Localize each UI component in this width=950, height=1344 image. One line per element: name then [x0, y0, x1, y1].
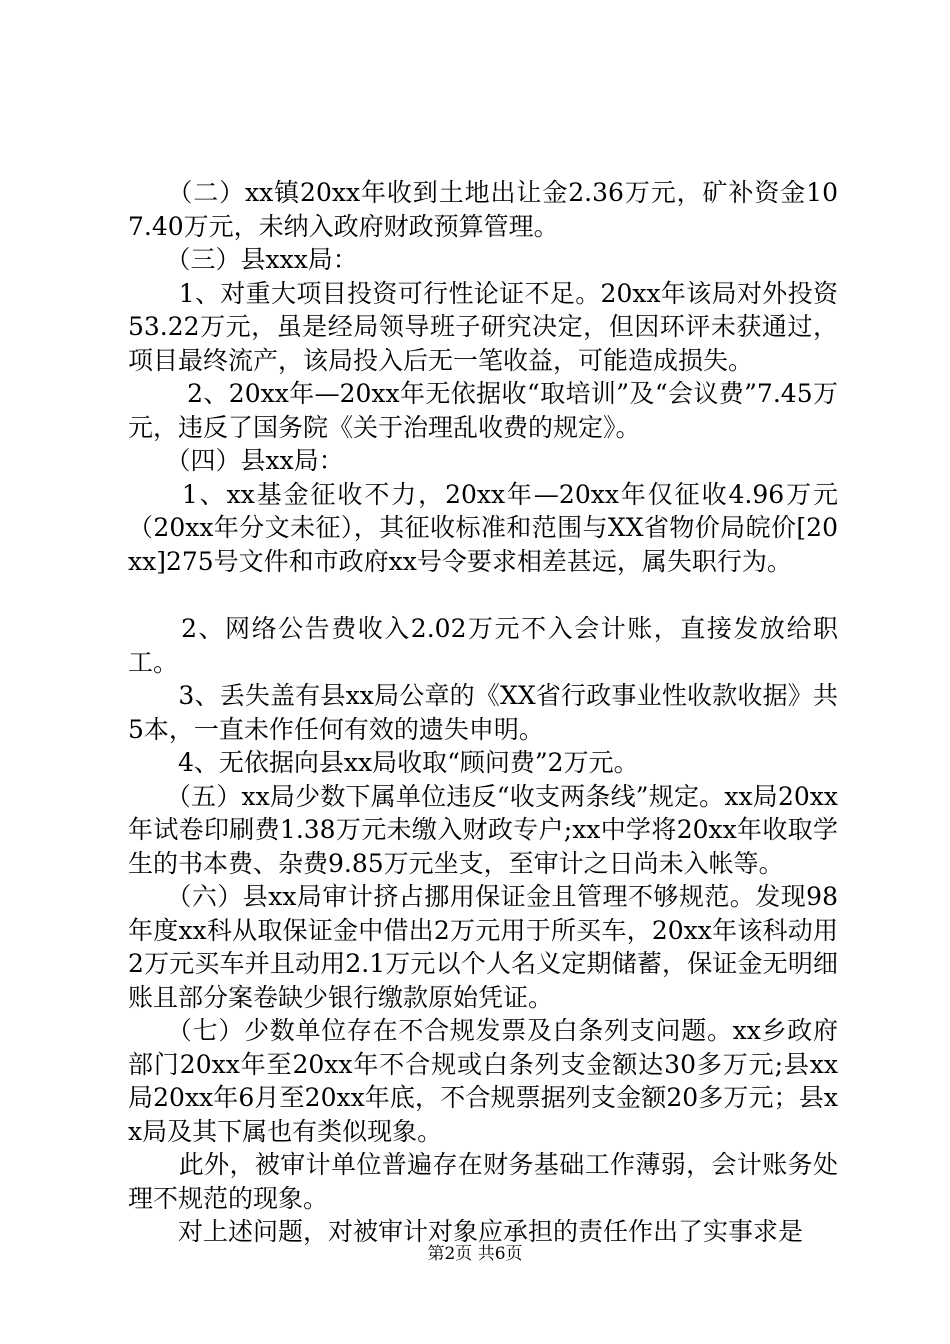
paragraph-4-item-1: 1、xx基金征收不力，20xx年—20xx年仅征收4.96万元（20xx年分文未征），其征收标准和范围与XX省物价局皖价[20xx]275号文件和市政府xx号令要求相差甚远，属失职行为。 — [128, 479, 838, 576]
paragraph-5: （五）xx局少数下属单位违反“收支两条线”规定。xx局20xx年试卷印刷费1.38万元未缴入财政专户;xx中学将20xx年收取学生的书本费、杂费9.85万元坐支，至审计之日尚未入帐等。 — [128, 781, 838, 878]
paragraph-4-item-2: 2、网络公告费收入2.02万元不入会计账，直接发放给职工。 — [128, 614, 838, 677]
page-number-footer: 第2页 共6页 — [427, 1244, 523, 1264]
paragraph-4-heading: （四）县xx局： — [128, 446, 344, 475]
paragraph-2: （二）xx镇20xx年收到土地出让金2.36万元，矿补资金107.40万元，未纳入政府财政预算管理。 — [128, 178, 838, 241]
paragraph-3-heading: （三）县xxx局： — [128, 245, 358, 274]
paragraph-other: 此外，被审计单位普遍存在财务基础工作薄弱，会计账务处理不规范的现象。 — [128, 1150, 838, 1213]
paragraph-6: （六）县xx局审计挤占挪用保证金且管理不够规范。发现98年度xx科从取保证金中借出2万元用于所买车，20xx年该科动用2万元买车并且动用2.1万元以个人名义定期储蓄，保证金无明细账且部分案卷缺少银行缴款原始凭证。 — [128, 882, 838, 1012]
blank-line — [128, 578, 838, 612]
paragraph-4-item-4: 4、无依据向县xx局收取“顾问费”2万元。 — [128, 748, 639, 777]
paragraph-4-item-3: 3、丢失盖有县xx局公章的《XX省行政事业性收款收据》共5本，一直未作任何有效的遗失申明。 — [128, 681, 838, 744]
paragraph-3-item-2: 2、20xx年—20xx年无依据收“取培训”及“会议费”7.45万元，违反了国务院《关于治理乱收费的规定》。 — [128, 379, 838, 442]
paragraph-3-item-1: 1、对重大项目投资可行性论证不足。20xx年该局对外投资53.22万元，虽是经局领导班子研究决定，但因环评未获通过，项目最终流产，该局投入后无一笔收益，可能造成损失。 — [128, 278, 838, 375]
paragraph-7: （七）少数单位存在不合规发票及白条列支问题。xx乡政府部门20xx年至20xx年不合规或白条列支金额达30多万元;县xx局20xx年6月至20xx年底，不合规票据列支金额20多万元；县xx局及其下属也有类似现象。 — [128, 1016, 838, 1146]
paragraph-conclusion: 对上述问题，对被审计对象应承担的责任作出了实事求是 — [128, 1217, 804, 1246]
document-body — [128, 176, 838, 1249]
